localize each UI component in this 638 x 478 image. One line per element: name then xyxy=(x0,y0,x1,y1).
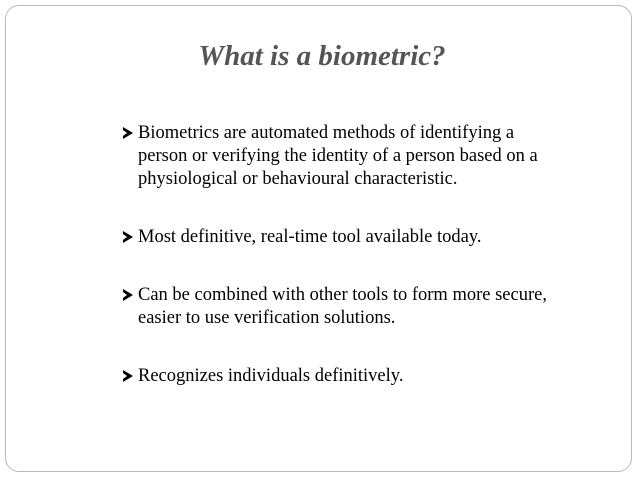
bullet-item xyxy=(123,365,623,388)
bullet-item xyxy=(123,284,623,330)
bullet-line: Recognizes individuals definitively. xyxy=(138,366,404,386)
bullet-line: Most definitive, real-time tool available today. xyxy=(138,227,482,247)
bullet-item xyxy=(123,226,623,249)
arrowhead-bullet-icon xyxy=(123,289,133,301)
arrowhead-bullet-icon xyxy=(123,231,133,243)
bullet-item xyxy=(123,122,623,191)
bullet-line: easier to use verification solutions. xyxy=(138,308,396,328)
arrowhead-bullet-icon xyxy=(123,127,133,139)
bullet-list xyxy=(123,122,623,423)
slide-title: What is a biometric? xyxy=(198,40,446,72)
bullet-line: physiological or behavioural characteristic. xyxy=(138,169,458,189)
arrowhead-bullet-icon xyxy=(123,370,133,382)
bullet-line: Can be combined with other tools to form more secure, xyxy=(138,285,547,305)
bullet-line: person or verifying the identity of a person based on a xyxy=(138,146,538,166)
bullet-line: Biometrics are automated methods of identifying a xyxy=(138,123,515,143)
